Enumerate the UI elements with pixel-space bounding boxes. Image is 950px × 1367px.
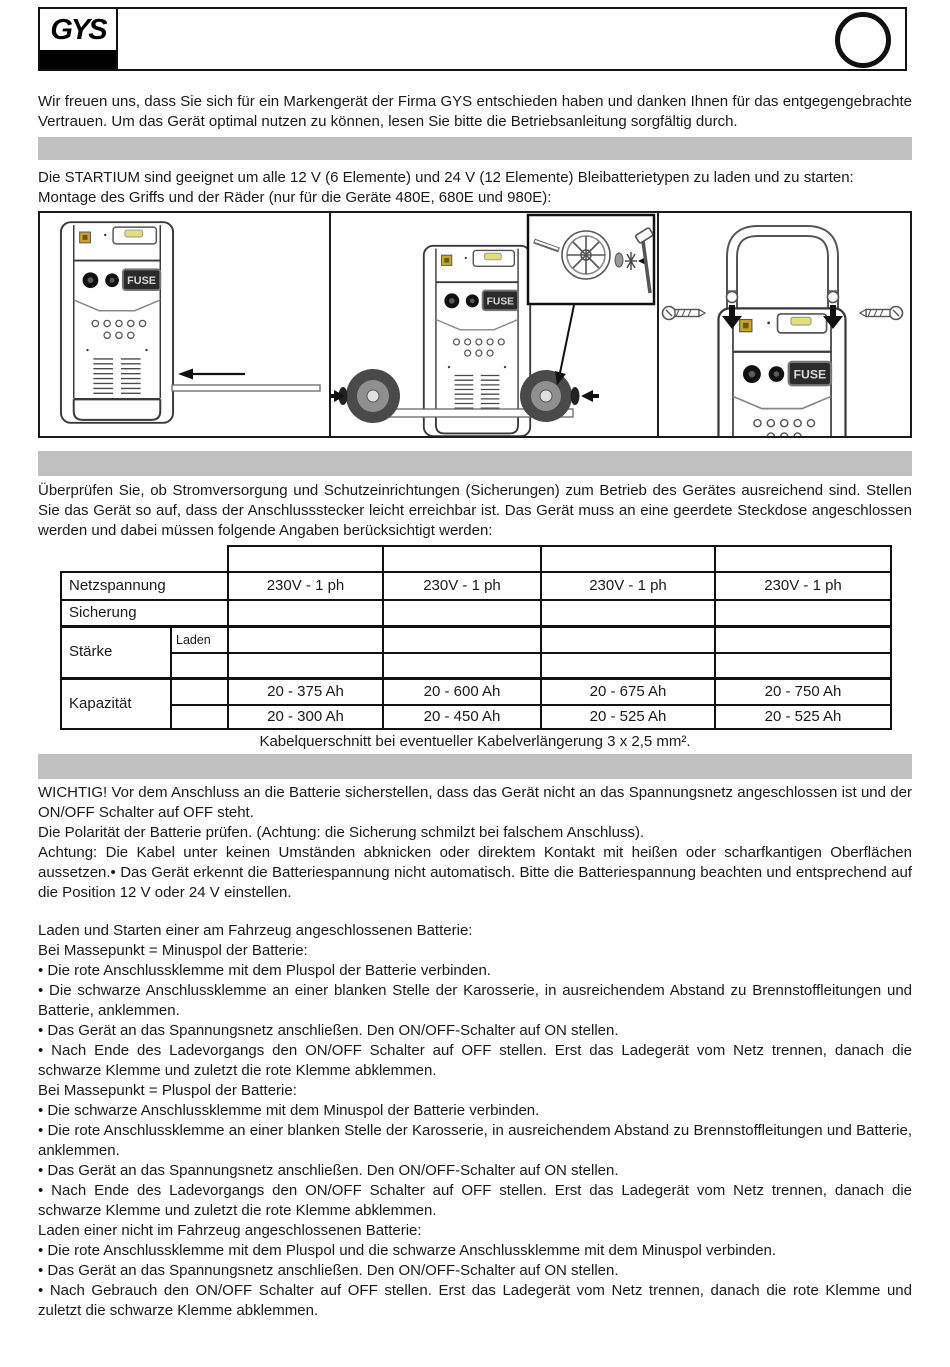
gys-logo-bar xyxy=(40,50,116,69)
montage-paragraph: Montage des Griffs und der Räder (nur für die Geräte 480E, 680E und 980E): xyxy=(38,189,552,206)
bolt-icon xyxy=(828,292,839,303)
instruction-line: Bei Massepunkt = Minuspol der Batterie: xyxy=(38,942,308,959)
table-cell xyxy=(541,653,715,678)
table-header-cell xyxy=(383,546,541,572)
sub-label-laden: Laden xyxy=(171,626,228,653)
spec-table xyxy=(60,545,892,730)
table-corner-cell xyxy=(61,546,228,572)
section-bar-1 xyxy=(38,137,912,160)
instruction-line: • Die rote Anschlussklemme mit dem Pluspol der Batterie verbinden. xyxy=(38,962,491,979)
bolt-icon xyxy=(727,292,738,303)
arrow-left-icon xyxy=(178,369,245,380)
page-header xyxy=(38,7,907,71)
table-cell: 20 - 675 Ah xyxy=(541,678,715,705)
wheel-assembly-inset xyxy=(528,215,654,304)
instruction-line: Laden und Starten einer am Fahrzeug angeschlossenen Batterie: xyxy=(38,922,473,939)
sub-label-empty xyxy=(171,705,228,729)
charging-instructions xyxy=(38,921,912,1321)
table-cell xyxy=(228,600,383,626)
polaritaet-paragraph: Die Polarität der Batterie prüfen. (Achtung: die Sicherung schmilzt bei falschem Anschluss). xyxy=(38,824,645,841)
section-bar-3 xyxy=(38,754,912,779)
instruction-line: • Das Gerät an das Spannungsnetz anschließen. Den ON/OFF-Schalter auf ON stellen. xyxy=(38,1022,619,1039)
language-circle-icon xyxy=(835,12,891,68)
row-label-sicherung: Sicherung xyxy=(61,600,228,626)
table-cell xyxy=(715,653,891,678)
manual-page xyxy=(0,7,950,1367)
wheel-cap-icon xyxy=(571,387,580,405)
table-cell: 230V - 1 ph xyxy=(541,572,715,600)
instruction-line: • Die schwarze Anschlussklemme an einer blanken Stelle der Karosserie, in ausreichendem Abstand zu Brennstoffleitungen und Batterie, anklemmen. xyxy=(38,982,912,1019)
instruction-line: Bei Massepunkt = Pluspol der Batterie: xyxy=(38,1082,297,1099)
table-caption: Kabelquerschnitt bei eventueller Kabelverlängerung 3 x 2,5 mm². xyxy=(259,733,691,750)
table-header-cell xyxy=(228,546,383,572)
table-cell: 20 - 300 Ah xyxy=(228,705,383,729)
figure-panel-axle xyxy=(40,213,331,436)
left-wheel-icon xyxy=(339,369,401,423)
table-cell xyxy=(228,653,383,678)
table-cell: 20 - 525 Ah xyxy=(715,705,891,729)
screw-icon xyxy=(860,307,903,320)
sub-label-empty xyxy=(171,678,228,705)
circlip-icon xyxy=(625,252,637,270)
table-cell: 230V - 1 ph xyxy=(715,572,891,600)
device-handle-illustration xyxy=(659,213,906,436)
table-header-cell xyxy=(541,546,715,572)
screw-icon xyxy=(663,307,706,320)
gys-logo xyxy=(40,9,118,69)
row-label-kapazitaet: Kapazität xyxy=(61,678,171,729)
table-cell xyxy=(541,626,715,653)
table-cell: 20 - 450 Ah xyxy=(383,705,541,729)
instruction-line: • Die schwarze Anschlussklemme mit dem Minuspol der Batterie verbinden. xyxy=(38,1102,540,1119)
table-header-cell xyxy=(715,546,891,572)
instruction-line: • Nach Ende des Ladevorgangs den ON/OFF Schalter auf OFF stellen. Erst das Ladegerät vom Netz trennen, danach die schwarze Klemme und zuletzt die rote Klemme abklemmen. xyxy=(38,1182,912,1219)
instruction-line: • Die rote Anschlussklemme an einer blanken Stelle der Karosserie, in ausreichendem Abstand zu Brennstoffleitungen und Batterie, anklemmen. xyxy=(38,1122,912,1159)
spoked-wheel-icon xyxy=(562,231,610,279)
table-cell: 20 - 375 Ah xyxy=(228,678,383,705)
table-cell xyxy=(383,626,541,653)
mains-paragraph: Überprüfen Sie, ob Stromversorgung und Schutzeinrichtungen (Sicherungen) zum Betrieb des Gerätes ausreichend sind. Stellen Sie das Gerät so auf, dass der Anschlussstecker leicht erreichbar ist. Das Gerät muss an eine geerdete Steckdose angeschlossen werden und dabei müssen folgende Angaben berücksichtigt werden: xyxy=(38,482,912,539)
table-cell: 20 - 600 Ah xyxy=(383,678,541,705)
inset-pointer-arrow-icon xyxy=(555,305,574,385)
table-cell: 20 - 750 Ah xyxy=(715,678,891,705)
table-cell xyxy=(715,600,891,626)
instruction-line: Laden einer nicht im Fahrzeug angeschlossenen Batterie: xyxy=(38,1222,422,1239)
device-wheels-illustration xyxy=(331,213,659,436)
instruction-line: • Nach Ende des Ladevorgangs den ON/OFF Schalter auf OFF stellen. Erst das Ladegerät vom Netz trennen, danach die schwarze Klemme und zuletzt die rote Klemme abklemmen. xyxy=(38,1042,912,1079)
section-bar-2 xyxy=(38,451,912,476)
intro-paragraph: Wir freuen uns, dass Sie sich für ein Markengerät der Firma GYS entschieden haben und danken Ihnen für das entgegengebrachte Vertrauen. Um das Gerät optimal nutzen zu können, lesen Sie bitte die Betriebsanleitung sorgfältig durch. xyxy=(38,93,912,130)
wichtig-block xyxy=(38,783,912,903)
achtung-paragraph: Achtung: Die Kabel unter keinen Umständen abknicken oder direktem Kontakt mit heißen oder scharfkantigen Oberflächen aussetzen.• Das Gerät erkennt die Batteriespannung nicht automatisch. Bitte die Batteriespannung beachten und entsprechend auf die Position 12 V oder 24 V einstellen. xyxy=(38,844,912,901)
assembly-figure xyxy=(38,211,912,438)
figure-panel-wheels xyxy=(331,213,659,436)
table-cell xyxy=(715,626,891,653)
instruction-line: • Das Gerät an das Spannungsnetz anschließen. Den ON/OFF-Schalter auf ON stellen. xyxy=(38,1262,619,1279)
table-cell xyxy=(541,600,715,626)
table-cell xyxy=(383,653,541,678)
arrow-left-icon xyxy=(581,390,599,402)
startium-paragraph: Die STARTIUM sind geeignet um alle 12 V (6 Elemente) und 24 V (12 Elemente) Bleibatterietypen zu laden und zu starten: xyxy=(38,169,854,186)
row-label-netzspannung: Netzspannung xyxy=(61,572,228,600)
instruction-line: • Das Gerät an das Spannungsnetz anschließen. Den ON/OFF-Schalter auf ON stellen. xyxy=(38,1162,619,1179)
table-cell: 20 - 525 Ah xyxy=(541,705,715,729)
sub-label-empty xyxy=(171,653,228,678)
device-axle-illustration xyxy=(40,213,331,436)
wichtig-paragraph: WICHTIG! Vor dem Anschluss an die Batterie sicherstellen, dass das Gerät nicht an das Spannungsnetz angeschlossen ist und der ON/OFF Schalter auf OFF steht. xyxy=(38,784,912,821)
table-cell xyxy=(228,626,383,653)
axle-rod-icon xyxy=(172,385,320,391)
table-cell: 230V - 1 ph xyxy=(228,572,383,600)
table-cell xyxy=(383,600,541,626)
figure-panel-handle xyxy=(659,213,906,436)
washer-icon xyxy=(615,253,623,267)
gys-logo-text: GYS xyxy=(50,13,106,46)
table-cell: 230V - 1 ph xyxy=(383,572,541,600)
instruction-line: • Nach Gebrauch den ON/OFF Schalter auf OFF stellen. Erst das Ladegerät vom Netz trennen, danach die rote Klemme und zuletzt die schwarze Klemme abklemmen. xyxy=(38,1282,912,1319)
instruction-line: • Die rote Anschlussklemme mit dem Pluspol und die schwarze Anschlussklemme mit dem Minuspol verbinden. xyxy=(38,1242,777,1259)
row-label-staerke: Stärke xyxy=(61,626,171,678)
